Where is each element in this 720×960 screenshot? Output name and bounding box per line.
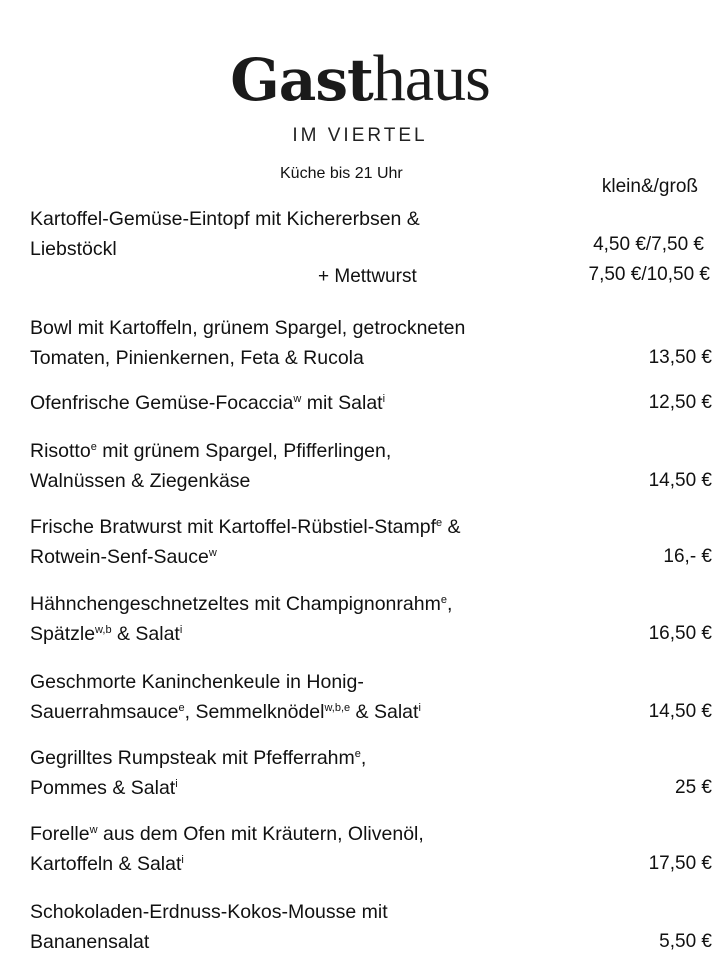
allergen-note: i [181,854,184,866]
allergen-note: w [293,393,302,405]
menu-item-line [30,343,712,373]
allergen-note: i [418,702,421,714]
menu-item-line [30,927,712,957]
menu-item-text: mit grünem Spargel, Pfifferlingen, [96,440,392,462]
logo-bold: Gast [230,46,373,114]
menu-item-text: & Salat [111,623,180,645]
allergen-note: e [178,702,185,714]
menu-item-line [30,619,712,649]
menu-item-line [30,849,712,879]
menu-item-line [30,512,712,542]
menu-item-text: aus dem Ofen mit Kräutern, Olivenöl, [97,823,424,845]
menu-item-line [30,436,712,466]
menu-item-text: Hähnchengeschnetzeltes mit Champignonrahm [30,593,441,615]
extra-mettwurst-price: 7,50 €/10,50 € [588,264,710,285]
allergen-note: e [440,594,447,606]
menu-item-price: 4,50 €/7,50 € [593,234,704,255]
menu-item [30,667,712,727]
menu-item [30,436,712,496]
menu-item-text: Spätzle [30,623,96,645]
menu-item-text: Forelle [30,823,90,845]
menu-item-text: , [446,593,453,615]
allergen-note: w,b [95,624,112,636]
menu-item-price: 16,- € [663,546,712,567]
menu-item-text: Ofenfrische Gemüse-Focaccia [30,392,294,414]
menu-item-price: 13,50 € [648,347,712,368]
menu-item [30,819,712,879]
menu-item [30,204,712,264]
menu-item-text: Tomaten, Pinienkernen, Feta & Rucola [30,347,364,369]
allergen-note: w,b,e [324,702,351,714]
menu-item-text: & Salat [350,701,419,723]
menu-item-price: 16,50 € [648,623,712,644]
menu-item-text: , Semmelknödel [184,701,325,723]
menu-item-line [30,466,712,496]
menu-item-price: 14,50 € [648,701,712,722]
menu-item-line [30,388,712,418]
menu-item-line [30,697,712,727]
menu-item-text: Bananensalat [30,931,150,953]
kitchen-hours: Küche bis 21 Uhr [280,165,403,182]
menu-item-line [30,542,712,572]
menu-item [30,388,712,418]
menu-item [30,743,712,803]
menu-item-price: 17,50 € [648,853,712,874]
menu-item-price: 5,50 € [659,931,712,952]
allergen-note: i [179,624,183,636]
menu-item-line [30,897,712,927]
menu-item [30,897,712,957]
menu-item-text: , [360,747,367,769]
menu-item-text: & [442,516,461,538]
menu-item-text: Walnüssen & Ziegenkäse [30,470,251,492]
menu-item-line [30,667,712,697]
menu-item-text: mit Salat [301,392,383,414]
menu-item-text: Pommes & Salat [30,777,176,799]
extra-mettwurst-label: + Mettwurst [318,266,417,287]
menu-item-text: Gegrilltes Rumpsteak mit Pfefferrahm [30,747,355,769]
menu-item-line [30,743,712,773]
menu-item-price: 12,50 € [648,392,712,413]
menu-item-line [30,773,712,803]
menu-item-line [30,819,712,849]
menu-item-text: Schokoladen-Erdnuss-Kokos-Mousse mit [30,901,388,923]
menu-item-text: Risotto [30,440,91,462]
allergen-note: e [90,441,97,453]
menu-item [30,512,712,572]
allergen-note: e [354,748,361,760]
menu-item [30,313,712,373]
allergen-note: i [382,393,386,405]
menu-item-text: Bowl mit Kartoffeln, grünem Spargel, getrockneten [30,317,466,339]
menu-item-text: Kartoffel-Gemüse-Eintopf mit Kichererbsen & [30,208,420,230]
menu-item-text: Sauerrahmsauce [30,701,179,723]
menu-item-text: Kartoffeln & Salat [30,853,182,875]
allergen-note: e [436,517,443,529]
allergen-note: w [89,824,98,836]
menu-item-line [30,313,712,343]
allergen-note: w [208,547,217,559]
menu-item-price: 25 € [675,777,712,798]
menu-item-text: Frische Bratwurst mit Kartoffel-Rübstiel-Stampf [30,516,437,538]
logo-light: haus [372,42,490,115]
logo [0,42,720,115]
menu-item-text: Geschmorte Kaninchenkeule in Honig- [30,671,364,693]
logo-subtitle: IM VIERTEL [292,125,428,146]
menu-item-text: Liebstöckl [30,238,117,260]
menu-item-text: Rotwein-Senf-Sauce [30,546,209,568]
size-label: klein&/groß [601,176,698,197]
menu-item-price: 14,50 € [648,470,712,491]
allergen-note: i [175,778,178,790]
menu-item [30,589,712,649]
menu-item-line [30,589,712,619]
